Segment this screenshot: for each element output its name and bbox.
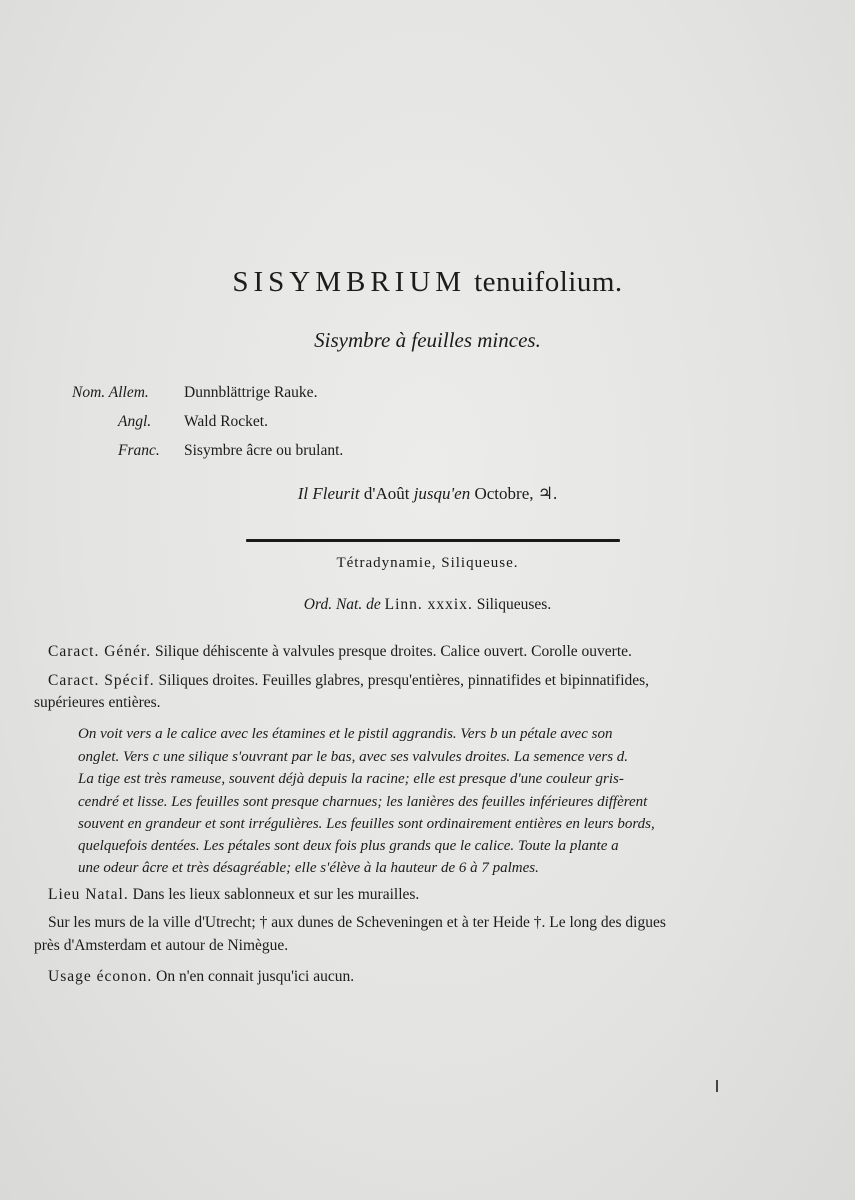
habitat-head: Lieu Natal. [48, 886, 129, 903]
print-mark [716, 1080, 718, 1092]
habitat-text: Dans les lieux sablonneux et sur les murailles. [132, 886, 420, 903]
name-german [72, 384, 318, 402]
description-line: cendré et lisse. Les feuilles sont presque charnues; les lanières des feuilles inférieures diffèrent [78, 794, 648, 810]
name-label: Nom. Allem. [72, 384, 149, 401]
generic-character [48, 643, 632, 661]
locality-line1: Sur les murs de la ville d'Utrecht; † aux dunes de Scheveningen et à ter Heide †. Le long des digues [48, 914, 666, 931]
generic-text: Silique déhiscente à valvules presque droites. Calice ouvert. Corolle ouverte. [154, 643, 632, 660]
locality-line2: près d'Amsterdam et autour de Nimègue. [34, 937, 289, 954]
name-english [72, 413, 268, 431]
name-label: Angl. [118, 413, 152, 430]
divider-rule [246, 539, 620, 542]
habitat [48, 886, 419, 904]
specific-line2: supérieures entières. [34, 694, 161, 711]
specific-character [48, 672, 649, 690]
description-line: une odeur âcre et très désagréable; elle s'élève à la hauteur de 6 à 7 palmes. [78, 860, 539, 876]
usage-head: Usage éconon. [48, 968, 153, 985]
flowering-a: Il Fleurit [297, 484, 360, 503]
name-french [72, 442, 344, 460]
description-line: La tige est très rameuse, souvent déjà depuis la racine; elle est presque d'une couleur gris- [78, 771, 624, 787]
specific-head: Caract. Spécif. [48, 672, 155, 689]
flowering-c: jusqu'en [413, 484, 471, 503]
classification: Tétradynamie, Siliqueuse. [336, 555, 519, 571]
description-line: onglet. Vers c une silique s'ouvrant par le bas, avec ses valvules droites. La semence vers d. [78, 749, 629, 765]
specific-line1: Siliques droites. Feuilles glabres, presqu'entières, pinnatifides et bipinnatifides, [158, 672, 650, 689]
natural-order [0, 596, 855, 614]
name-label: Franc. [118, 442, 160, 459]
page-title [0, 266, 855, 299]
usage-text: On n'en connait jusqu'ici aucun. [156, 968, 355, 985]
flowering-d: Octobre, ♃. [474, 484, 558, 503]
page-subtitle: Sisymbre à feuilles minces. [314, 328, 541, 352]
order-b: Linn. xxxix. [384, 596, 473, 613]
description-line: quelquefois dentées. Les pétales sont deux fois plus grands que le calice. Toute la plante a [78, 838, 619, 854]
flowering-b: d'Août [363, 484, 410, 503]
title-genus: SISYMBRIUM [232, 266, 467, 298]
name-value: Sisymbre âcre ou brulant. [184, 442, 344, 459]
name-value: Wald Rocket. [184, 413, 268, 430]
flowering-period [0, 484, 855, 504]
order-c: Siliqueuses. [476, 596, 552, 613]
economic-use [48, 968, 354, 986]
order-a: Ord. Nat. de [303, 596, 381, 613]
description-line: On voit vers a le calice avec les étamines et le pistil aggrandis. Vers b un pétale avec son [78, 726, 613, 742]
generic-head: Caract. Génér. [48, 643, 152, 660]
description-line: souvent en grandeur et sont irrégulières. Les feuilles sont ordinairement entières en leurs bords, [78, 816, 655, 832]
title-species: tenuifolium. [474, 266, 623, 298]
name-value: Dunnblättrige Rauke. [184, 384, 318, 401]
